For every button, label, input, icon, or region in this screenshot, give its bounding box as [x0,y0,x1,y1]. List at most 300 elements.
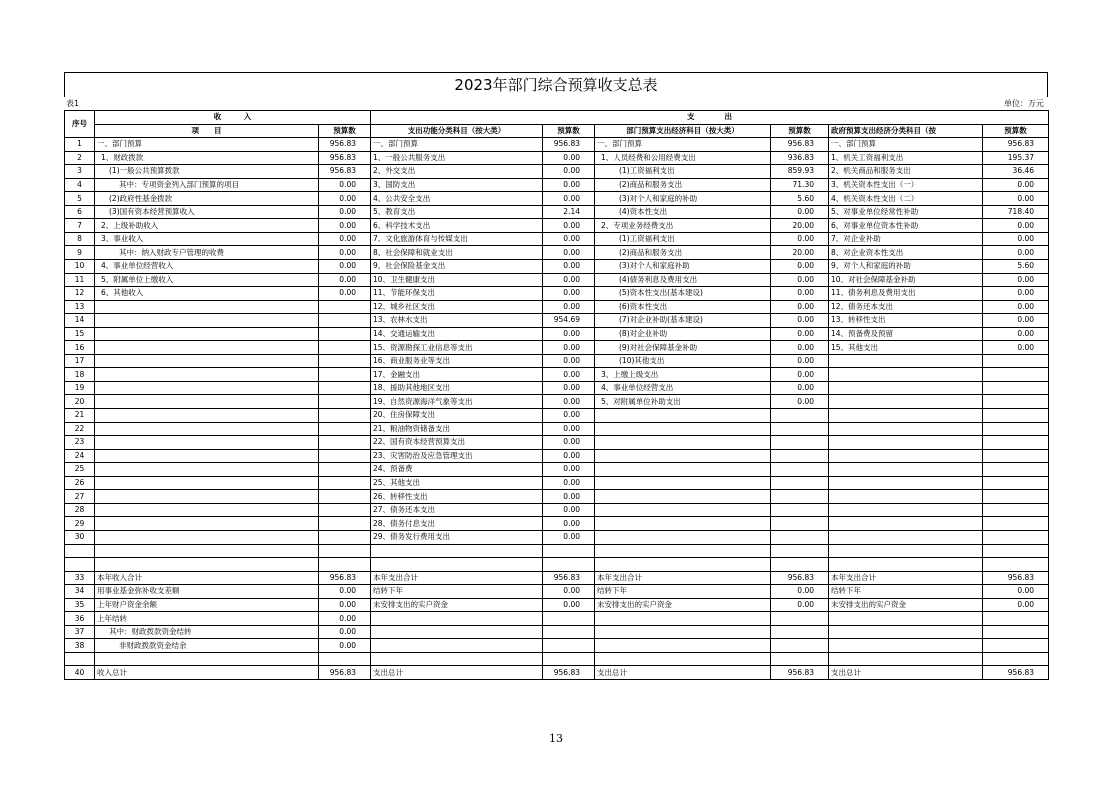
row-number: 12 [65,287,95,301]
gov-econ-amount: 0.00 [983,327,1049,341]
income-item [95,422,319,436]
gov-econ-amount: 0.00 [983,585,1049,599]
income-item [95,652,319,666]
gov-econ-item [829,449,983,463]
gov-econ-amount: 195.37 [983,151,1049,165]
gov-econ-amount [983,395,1049,409]
dept-econ-item [595,503,771,517]
table-row [65,409,1049,423]
func-class-item: 25、其他支出 [371,476,543,490]
income-amount: 0.00 [319,232,371,246]
income-item: (1)一般公共预算拨款 [95,165,319,179]
func-class-item [371,639,543,653]
row-number [65,558,95,572]
func-class-amount: 0.00 [543,409,595,423]
gov-econ-amount: 956.83 [983,138,1049,152]
gov-econ-amount [983,558,1049,572]
table-row [65,558,1049,572]
dept-econ-item: (2)商品和服务支出 [595,178,771,192]
func-class-item: 20、住房保障支出 [371,409,543,423]
table-row [65,368,1049,382]
gov-econ-item: 13、转移性支出 [829,314,983,328]
func-class-item: 10、卫生健康支出 [371,273,543,287]
income-item [95,327,319,341]
income-amount: 0.00 [319,639,371,653]
dept-econ-amount: 71.30 [771,178,829,192]
dept-econ-item: (5)资本性支出(基本建设) [595,287,771,301]
dept-econ-amount: 20.00 [771,246,829,260]
func-class-amount: 0.00 [543,151,595,165]
table-row [65,652,1049,666]
func-class-item: 一、部门预算 [371,138,543,152]
table-row [65,246,1049,260]
dept-econ-amount: 0.00 [771,381,829,395]
dept-econ-header: 部门预算支出经济科目（按大类） [595,124,771,138]
gov-econ-amount [983,652,1049,666]
table-row [65,625,1049,639]
gov-econ-item [829,409,983,423]
gov-econ-item [829,476,983,490]
income-item: 其中：专项资金列入部门预算的项目 [95,178,319,192]
gov-econ-item: 14、预备费及预留 [829,327,983,341]
dept-econ-amount: 20.00 [771,219,829,233]
dept-econ-amount [771,625,829,639]
income-item [95,517,319,531]
income-amount: 0.00 [319,625,371,639]
table-number: 表1 [66,99,80,108]
gov-econ-item: 1、机关工资福利支出 [829,151,983,165]
gov-econ-amount [983,476,1049,490]
table-row [65,138,1049,152]
gov-econ-amount: 0.00 [983,300,1049,314]
row-number: 27 [65,490,95,504]
table-row [65,612,1049,626]
gov-econ-item [829,652,983,666]
income-amount: 0.00 [319,192,371,206]
table-row [65,544,1049,558]
gov-econ-item: 未安排支出的实户资金 [829,598,983,612]
func-class-amount [543,544,595,558]
income-item [95,490,319,504]
gov-econ-item [829,530,983,544]
gov-econ-amount: 956.83 [983,666,1049,680]
row-number: 10 [65,260,95,274]
gov-econ-amount [983,422,1049,436]
func-class-amount: 0.00 [543,449,595,463]
row-number: 16 [65,341,95,355]
row-number: 35 [65,598,95,612]
income-amount [319,476,371,490]
func-class-item: 未安排支出的实户资金 [371,598,543,612]
income-amount: 956.83 [319,666,371,680]
income-item [95,544,319,558]
gov-econ-amount [983,409,1049,423]
table-row [65,530,1049,544]
income-amount [319,490,371,504]
gov-econ-amount: 5.60 [983,260,1049,274]
dept-econ-item [595,558,771,572]
seq-header: 序号 [65,111,95,138]
dept-econ-item: (9)对社会保障基金补助 [595,341,771,355]
gov-econ-item [829,612,983,626]
table-row [65,463,1049,477]
income-amount: 956.83 [319,165,371,179]
row-number: 1 [65,138,95,152]
row-number: 6 [65,205,95,219]
gov-econ-item: 8、对企业资本性支出 [829,246,983,260]
income-amount-header: 预算数 [319,124,371,138]
dept-econ-item [595,639,771,653]
income-amount [319,314,371,328]
income-amount [319,517,371,531]
gov-econ-amount [983,354,1049,368]
gov-econ-item: 一、部门预算 [829,138,983,152]
gov-econ-item [829,463,983,477]
func-class-amount: 956.83 [543,666,595,680]
gov-econ-amount [983,517,1049,531]
gov-econ-item: 5、对事业单位经常性补助 [829,205,983,219]
row-number: 2 [65,151,95,165]
row-number [65,652,95,666]
income-item: 6、其他收入 [95,287,319,301]
row-number: 36 [65,612,95,626]
dept-econ-amount: 0.00 [771,314,829,328]
func-class-amount: 956.83 [543,138,595,152]
table-body [65,138,1049,680]
dept-econ-amount: 0.00 [771,395,829,409]
func-class-item: 28、债务付息支出 [371,517,543,531]
gov-econ-item [829,395,983,409]
income-amount: 0.00 [319,585,371,599]
income-item: 上年财户资金余额 [95,598,319,612]
gov-econ-amount [983,436,1049,450]
gov-econ-amount [983,612,1049,626]
dept-econ-amount [771,449,829,463]
dept-econ-item: (10)其他支出 [595,354,771,368]
gov-econ-item: 15、其他支出 [829,341,983,355]
dept-econ-amount: 936.83 [771,151,829,165]
budget-sheet [64,72,1048,680]
row-number: 22 [65,422,95,436]
func-class-amount: 0.00 [543,354,595,368]
dept-econ-item [595,422,771,436]
dept-econ-item [595,449,771,463]
row-number: 11 [65,273,95,287]
dept-econ-amount [771,476,829,490]
gov-econ-amount [983,625,1049,639]
func-class-amount: 0.00 [543,178,595,192]
func-class-amount: 0.00 [543,341,595,355]
dept-econ-item: (4)债务利息及费用支出 [595,273,771,287]
income-amount: 0.00 [319,178,371,192]
page-title: 2023年部门综合预算收支总表 [64,72,1048,97]
dept-econ-item: 2、专项业务经费支出 [595,219,771,233]
func-class-item [371,558,543,572]
income-item: 上年结转 [95,612,319,626]
income-item [95,558,319,572]
dept-econ-amount [771,463,829,477]
income-amount: 0.00 [319,287,371,301]
row-number: 13 [65,300,95,314]
income-amount [319,395,371,409]
dept-econ-amount [771,409,829,423]
income-amount: 0.00 [319,598,371,612]
func-class-item: 27、债务还本支出 [371,503,543,517]
income-amount [319,544,371,558]
gov-econ-amount [983,544,1049,558]
gov-econ-amount [983,639,1049,653]
row-number: 29 [65,517,95,531]
income-amount [319,463,371,477]
income-amount [319,341,371,355]
dept-econ-item: 3、上缴上级支出 [595,368,771,382]
func-class-item: 19、自然资源海洋气象等支出 [371,395,543,409]
func-class-amount: 2.14 [543,205,595,219]
dept-econ-amount: 0.00 [771,260,829,274]
income-item: 本年收入合计 [95,571,319,585]
row-number: 38 [65,639,95,653]
func-class-item: 16、商业服务业等支出 [371,354,543,368]
income-item [95,341,319,355]
income-item [95,395,319,409]
income-item: 用事业基金弥补收支差额 [95,585,319,599]
dept-econ-item [595,436,771,450]
gov-econ-item: 9、对个人和家庭的补助 [829,260,983,274]
func-class-amount: 954.69 [543,314,595,328]
dept-econ-amount: 0.00 [771,354,829,368]
income-item [95,314,319,328]
func-class-amount: 0.00 [543,490,595,504]
income-amount: 956.83 [319,151,371,165]
func-class-item: 5、教育支出 [371,205,543,219]
gov-econ-item [829,354,983,368]
income-amount [319,327,371,341]
gov-econ-amount [983,490,1049,504]
dept-econ-amount: 0.00 [771,300,829,314]
income-item [95,530,319,544]
dept-econ-amount: 0.00 [771,585,829,599]
income-item [95,381,319,395]
func-class-amount: 0.00 [543,422,595,436]
page-number: 13 [549,732,563,745]
gov-econ-item [829,381,983,395]
func-class-amount: 0.00 [543,327,595,341]
dept-econ-amount [771,639,829,653]
gov-econ-item: 4、机关资本性支出（二） [829,192,983,206]
table-row [65,192,1049,206]
row-number: 9 [65,246,95,260]
gov-econ-item: 本年支出合计 [829,571,983,585]
income-amount: 0.00 [319,246,371,260]
income-item: (2)政府性基金拨款 [95,192,319,206]
row-number: 24 [65,449,95,463]
dept-econ-item [595,517,771,531]
dept-econ-amount: 0.00 [771,368,829,382]
dept-econ-amount [771,503,829,517]
income-item [95,354,319,368]
row-number: 20 [65,395,95,409]
dept-econ-item: (4)资本性支出 [595,205,771,219]
func-class-item: 7、文化旅游体育与传媒支出 [371,232,543,246]
dept-econ-item [595,652,771,666]
row-number: 21 [65,409,95,423]
dept-econ-amount [771,422,829,436]
gov-econ-item: 10、对社会保障基金补助 [829,273,983,287]
dept-econ-item [595,612,771,626]
dept-econ-amount: 5.60 [771,192,829,206]
table-row [65,354,1049,368]
gov-econ-item: 支出总计 [829,666,983,680]
dept-econ-amount [771,517,829,531]
dept-econ-amount [771,558,829,572]
gov-econ-amount [983,530,1049,544]
func-class-amount: 0.00 [543,246,595,260]
income-amount [319,449,371,463]
gov-econ-amount: 0.00 [983,341,1049,355]
func-class-header: 支出功能分类科目（按大类） [371,124,543,138]
row-number: 34 [65,585,95,599]
table-row [65,205,1049,219]
dept-econ-amount: 956.83 [771,666,829,680]
dept-econ-item: 本年支出合计 [595,571,771,585]
dept-econ-amount: 0.00 [771,232,829,246]
table-row [65,449,1049,463]
gov-econ-amount: 0.00 [983,219,1049,233]
table-row [65,300,1049,314]
gov-econ-amount: 718.40 [983,205,1049,219]
func-class-item [371,544,543,558]
table-row [65,381,1049,395]
income-amount: 0.00 [319,612,371,626]
func-class-amount: 0.00 [543,598,595,612]
gov-econ-item [829,503,983,517]
gov-econ-item [829,544,983,558]
func-class-amount [543,652,595,666]
gov-econ-amount: 0.00 [983,192,1049,206]
func-class-amount: 0.00 [543,530,595,544]
func-class-item: 15、资源勘探工业信息等支出 [371,341,543,355]
dept-econ-item [595,490,771,504]
dept-econ-amount: 0.00 [771,287,829,301]
income-item-header: 项 目 [95,124,319,138]
dept-econ-amount [771,530,829,544]
table-row [65,585,1049,599]
income-amount [319,300,371,314]
income-item: 非财政拨款资金结余 [95,639,319,653]
gov-amount-header: 预算数 [983,124,1049,138]
gov-econ-header: 政府预算支出经济分类科目（按 [829,124,983,138]
dept-econ-item [595,476,771,490]
row-number: 4 [65,178,95,192]
dept-econ-item [595,530,771,544]
gov-econ-item [829,490,983,504]
dept-econ-amount [771,652,829,666]
table-row [65,260,1049,274]
func-class-item: 本年支出合计 [371,571,543,585]
func-class-item: 11、节能环保支出 [371,287,543,301]
func-class-item: 22、国有资本经营预算支出 [371,436,543,450]
func-class-amount: 0.00 [543,165,595,179]
gov-econ-amount: 36.46 [983,165,1049,179]
gov-econ-item [829,368,983,382]
gov-econ-amount: 0.00 [983,314,1049,328]
dept-econ-item [595,409,771,423]
dept-econ-amount: 0.00 [771,327,829,341]
dept-econ-amount: 956.83 [771,571,829,585]
table-row [65,422,1049,436]
table-row [65,151,1049,165]
income-amount: 0.00 [319,260,371,274]
income-header: 收 入 [95,111,371,125]
dept-econ-item: (7)对企业补助(基本建设) [595,314,771,328]
row-number: 14 [65,314,95,328]
income-item: 其中：纳入财政专户管理的收费 [95,246,319,260]
dept-econ-amount: 0.00 [771,273,829,287]
income-item: 4、事业单位经营收入 [95,260,319,274]
income-amount: 956.83 [319,571,371,585]
row-number: 8 [65,232,95,246]
dept-econ-amount [771,612,829,626]
income-item [95,463,319,477]
table-row [65,327,1049,341]
func-class-amount [543,558,595,572]
table-row [65,503,1049,517]
table-row [65,571,1049,585]
func-class-amount: 0.00 [543,219,595,233]
func-class-item: 8、社会保障和就业支出 [371,246,543,260]
func-class-item: 17、金融支出 [371,368,543,382]
func-class-amount: 0.00 [543,476,595,490]
income-item [95,476,319,490]
table-row [65,476,1049,490]
gov-econ-amount [983,381,1049,395]
func-class-item: 3、国防支出 [371,178,543,192]
income-item: (3)国有资本经营预算收入 [95,205,319,219]
func-amount-header: 预算数 [543,124,595,138]
income-amount: 0.00 [319,273,371,287]
income-amount [319,436,371,450]
gov-econ-amount: 956.83 [983,571,1049,585]
income-amount [319,422,371,436]
income-item: 3、事业收入 [95,232,319,246]
func-class-amount [543,625,595,639]
dept-econ-amount: 956.83 [771,138,829,152]
func-class-item: 18、援助其他地区支出 [371,381,543,395]
func-class-item: 26、转移性支出 [371,490,543,504]
table-row [65,341,1049,355]
row-number: 26 [65,476,95,490]
dept-econ-item: 4、事业单位经营支出 [595,381,771,395]
table-row [65,165,1049,179]
table-row [65,436,1049,450]
income-item [95,409,319,423]
row-number: 15 [65,327,95,341]
dept-econ-item: (1)工资福利支出 [595,165,771,179]
row-number: 30 [65,530,95,544]
income-item [95,449,319,463]
income-item [95,503,319,517]
gov-econ-amount [983,503,1049,517]
table-row [65,219,1049,233]
income-amount [319,558,371,572]
dept-econ-amount [771,544,829,558]
dept-econ-item [595,463,771,477]
dept-econ-item: (8)对企业补助 [595,327,771,341]
income-item [95,436,319,450]
gov-econ-item [829,422,983,436]
gov-econ-amount: 0.00 [983,273,1049,287]
gov-econ-amount: 0.00 [983,178,1049,192]
